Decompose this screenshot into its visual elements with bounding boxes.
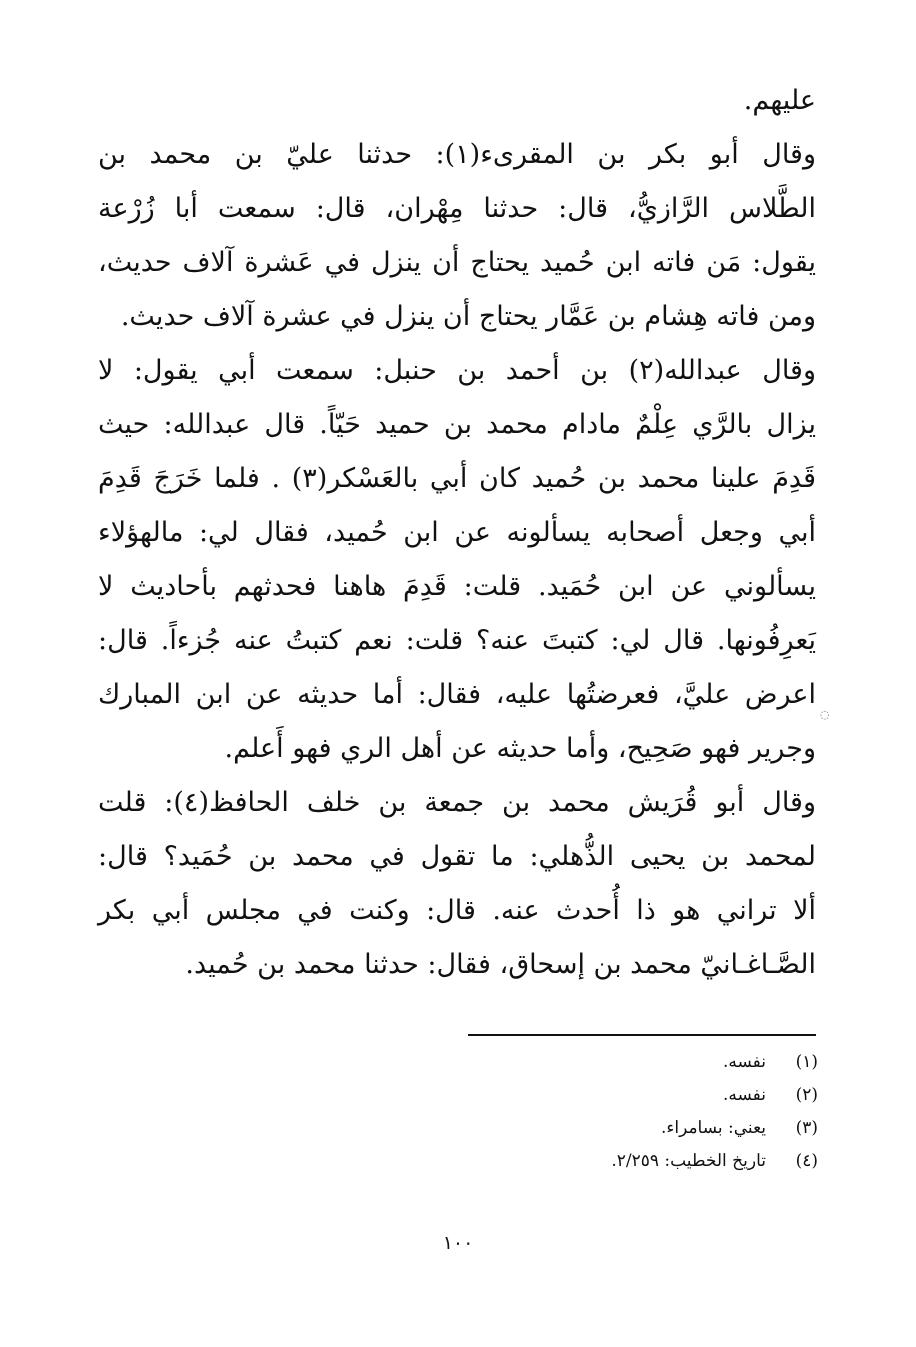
paragraph xyxy=(98,128,816,344)
text-line: ألا تراني هو ذا أُحدث عنه. قال: وكنت في مجلس أبي بكر xyxy=(98,895,816,926)
footnote-number: (٣) xyxy=(795,1118,818,1138)
text-line: قَدِمَ علينا محمد بن حُميد كان أبي بالعَسْكر(٣) . فلما خَرَجَ قَدِمَ xyxy=(98,463,816,494)
footnotes xyxy=(318,1046,818,1178)
text-line: الطَّلاس الرَّازيُّ، قال: حدثنا مِهْران، قال: سمعت أبا زُرْعة xyxy=(98,193,816,224)
footnote xyxy=(318,1079,818,1112)
footnote xyxy=(318,1112,818,1145)
footnote-text: يعني: بسامراء. xyxy=(660,1118,766,1138)
paragraph xyxy=(98,344,816,776)
text-line: وجرير فهو صَحِيح، وأما حديثه عن أهل الري فهو أَعلم. xyxy=(224,733,816,764)
footnote xyxy=(318,1046,818,1079)
text-line: يزال بالرَّي عِلْمٌ مادام محمد بن حميد حَيّاً. قال عبدالله: حيث xyxy=(98,409,816,440)
footnote xyxy=(318,1145,818,1178)
footnote-divider xyxy=(468,1034,816,1036)
text-line: الصَّـاغـانيّ محمد بن إسحاق، فقال: حدثنا محمد بن حُميد. xyxy=(185,949,816,980)
text-line: يَعرِفُونها. قال لي: كتبتَ عنه؟ قلت: نعم كتبتُ عنه جُزءاً. قال: xyxy=(98,625,816,656)
paragraph xyxy=(98,74,816,128)
text-line: اعرض عليَّ، فعرضتُها عليه، فقال: أما حديثه عن ابن المبارك xyxy=(98,679,816,710)
text-line: وقال أبو بكر بن المقرىء(١): حدثنا عليّ بن محمد بن xyxy=(98,139,816,170)
margin-mark: ◌ xyxy=(820,708,830,721)
text-line: ومن فاته هِشام بن عَمَّار يحتاج أن ينزل في عشرة آلاف حديث. xyxy=(120,301,816,332)
text-line: وقال أبو قُرَيش محمد بن جمعة بن خلف الحافظ(٤): قلت xyxy=(98,787,816,818)
text-line: يقول: مَن فاته ابن حُميد يحتاج أن ينزل في عَشرة آلاف حديث، xyxy=(98,247,816,278)
text-line: عليهم. xyxy=(743,85,816,116)
main-text xyxy=(98,74,816,992)
paragraph xyxy=(98,776,816,992)
footnote-text: تاريخ الخطيب: ٢/٢٥٩. xyxy=(611,1151,766,1171)
page-number: ١٠٠ xyxy=(442,1232,474,1254)
text-line: لمحمد بن يحيى الذُّهلي: ما تقول في محمد بن حُمَيد؟ قال: xyxy=(98,841,816,872)
footnote-number: (٢) xyxy=(795,1085,818,1105)
footnote-number: (٤) xyxy=(795,1151,818,1171)
footnote-text: نفسه. xyxy=(722,1085,766,1105)
footnote-number: (١) xyxy=(795,1052,818,1072)
text-line: يسألوني عن ابن حُمَيد. قلت: قَدِمَ هاهنا فحدثهم بأحاديث لا xyxy=(98,571,816,602)
text-line: وقال عبدالله(٢) بن أحمد بن حنبل: سمعت أبي يقول: لا xyxy=(98,355,816,386)
text-line: أبي وجعل أصحابه يسألونه عن ابن حُميد، فقال لي: مالهؤلاء xyxy=(98,517,816,548)
footnote-text: نفسه. xyxy=(722,1052,766,1072)
